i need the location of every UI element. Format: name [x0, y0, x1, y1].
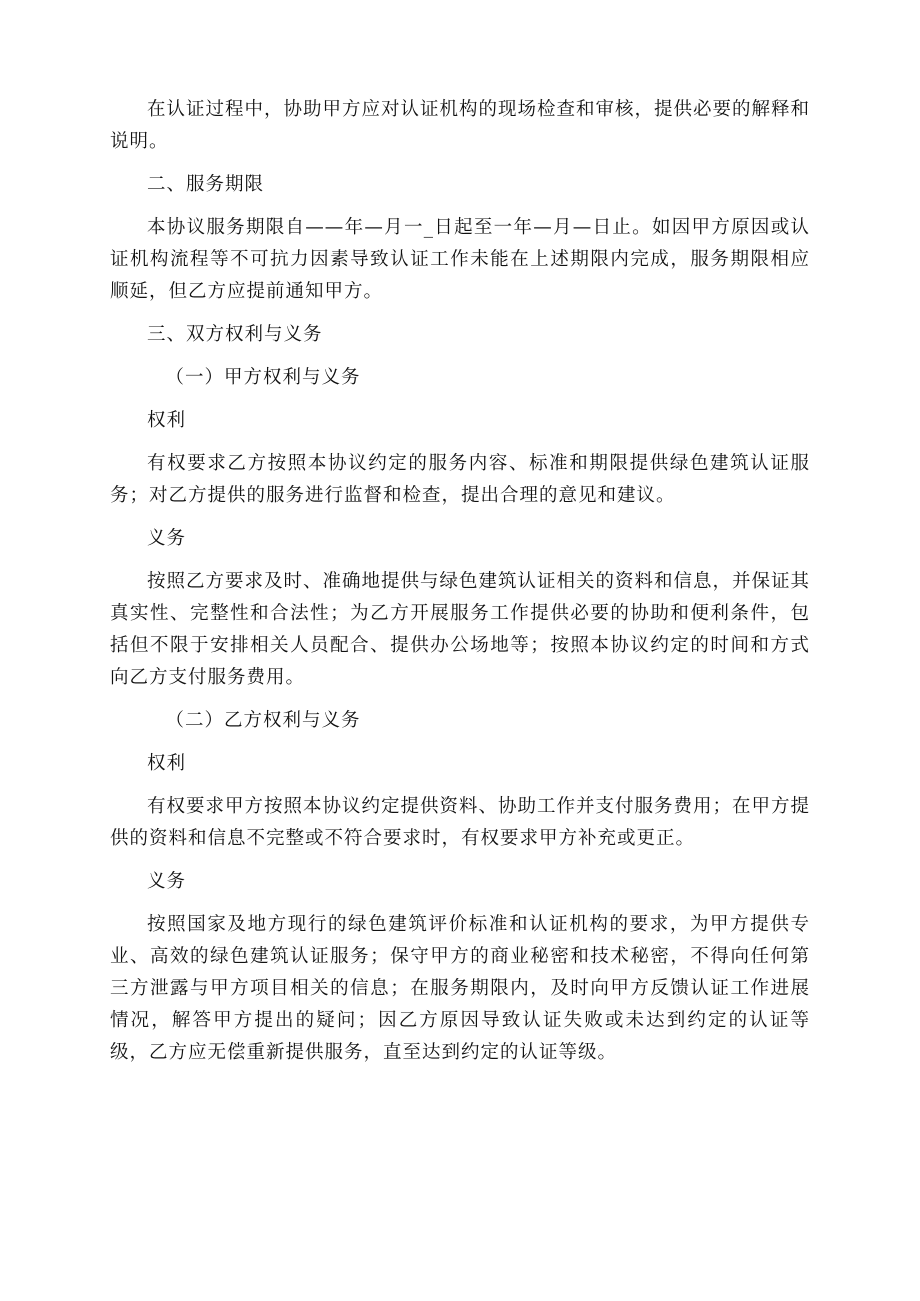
document-body [110, 94, 810, 1080]
paragraph-party-b-rights: 有权要求甲方按照本协议约定提供资料、协助工作并支付服务费用；在甲方提供的资料和信息不完整或不符合要求时，有权要求甲方补充或更正。 [110, 796, 811, 849]
subsection-heading-party-b: （二）乙方权利与义务 [165, 710, 361, 731]
paragraph-party-b-obligations: 按照国家及地方现行的绿色建筑评价标准和认证机构的要求，为甲方提供专业、高效的绿色建筑认证服务；保守甲方的商业秘密和技术秘密，不得向任何第三方泄露与甲方项目相关的信息；在服务期限内，及时向甲方反馈认证工作进展情况，解答甲方提出的疑问；因乙方原因导致认证失败或未达到约定的认证等级，乙方应无偿重新提供服务，直至达到约定的认证等级。 [110, 914, 810, 1063]
subsection-heading-party-a: （一）甲方权利与义务 [165, 367, 361, 388]
section-heading-service-period: 二、服务期限 [147, 174, 265, 195]
label-party-a-obligations: 义务 [147, 528, 187, 549]
paragraph-party-a-rights: 有权要求乙方按照本协议约定的服务内容、标准和期限提供绿色建筑认证服务；对乙方提供的服务进行监督和检查，提出合理的意见和建议。 [110, 453, 810, 506]
paragraph-service-period: 本协议服务期限自——年—月一_日起至一年—月—日止。如因甲方原因或认证机构流程等不可抗力因素导致认证工作未能在上述期限内完成，服务期限相应顺延，但乙方应提前通知甲方。 [110, 217, 810, 302]
label-party-a-rights: 权利 [147, 410, 187, 431]
label-party-b-obligations: 义务 [147, 871, 187, 892]
paragraph-party-a-obligations: 按照乙方要求及时、准确地提供与绿色建筑认证相关的资料和信息，并保证其真实性、完整性和合法性；为乙方开展服务工作提供必要的协助和便利条件，包括但不限于安排相关人员配合、提供办公场地等；按照本协议约定的时间和方式向乙方支付服务费用。 [110, 571, 811, 688]
paragraph-assist-audit: 在认证过程中，协助甲方应对认证机构的现场检查和审核，提供必要的解释和说明。 [110, 99, 811, 152]
section-heading-rights-obligations: 三、双方权利与义务 [147, 324, 323, 345]
label-party-b-rights: 权利 [147, 753, 187, 774]
